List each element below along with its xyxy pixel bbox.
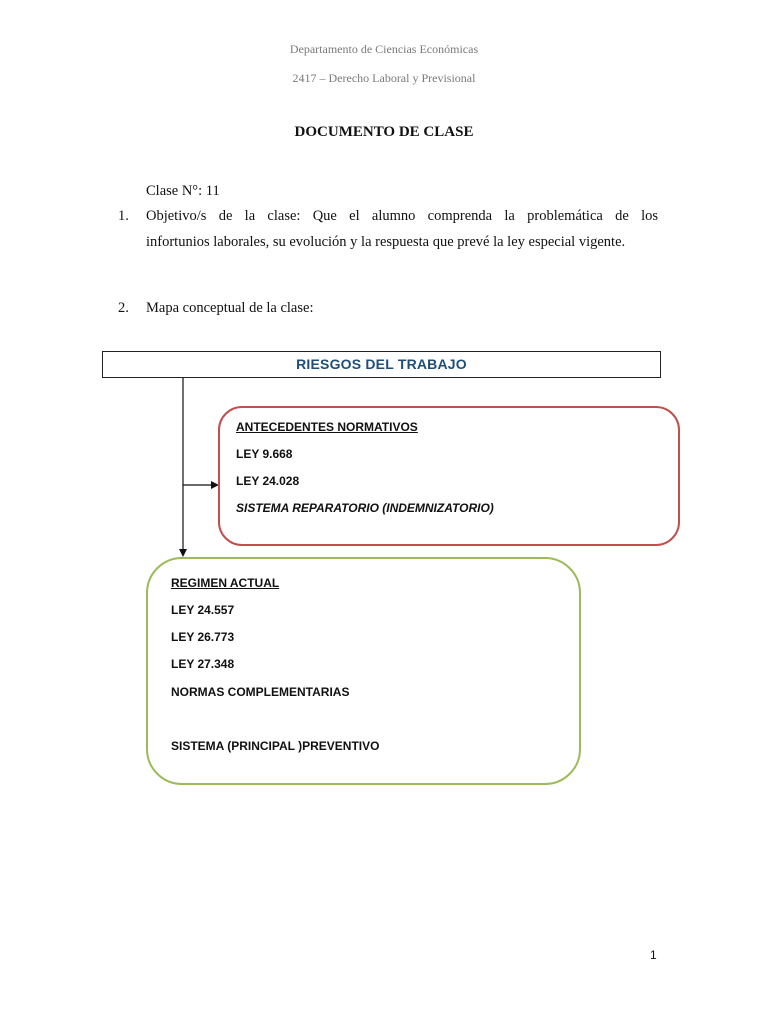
- antecedentes-heading: ANTECEDENTES NORMATIVOS: [236, 420, 418, 434]
- item-1-line-2: infortunios laborales, su evolución y la respuesta que prevé la ley especial vigente.: [146, 234, 626, 250]
- down-arrowhead: [179, 549, 187, 557]
- regimen-line: LEY 24.557: [171, 603, 235, 617]
- antecedentes-line: SISTEMA REPARATORIO (INDEMNIZATORIO): [236, 501, 494, 515]
- course-header: 2417 – Derecho Laboral y Previsional: [292, 71, 476, 85]
- antecedentes-line: LEY 24.028: [236, 474, 300, 488]
- page-number: 1: [650, 948, 657, 962]
- document-title: DOCUMENTO DE CLASE: [294, 124, 474, 140]
- class-number: Clase N°: 11: [146, 183, 220, 199]
- regimen-line: LEY 26.773: [171, 630, 235, 644]
- regimen-line: NORMAS COMPLEMENTARIAS: [171, 685, 350, 699]
- regimen-line: SISTEMA (PRINCIPAL )PREVENTIVO: [171, 739, 380, 753]
- item-1-number: 1.: [118, 208, 129, 224]
- item-1-line-1: Objetivo/s de la clase: Que el alumno comprenda la problemática de los: [146, 208, 658, 224]
- concept-map-root-label: RIESGOS DEL TRABAJO: [296, 356, 467, 372]
- department-header: Departamento de Ciencias Económicas: [289, 42, 479, 56]
- regimen-heading: REGIMEN ACTUAL: [171, 576, 280, 590]
- item-2-number: 2.: [118, 300, 129, 316]
- antecedentes-line: LEY 9.668: [236, 447, 293, 461]
- item-2-text: Mapa conceptual de la clase:: [146, 300, 314, 316]
- regimen-line: LEY 27.348: [171, 657, 235, 671]
